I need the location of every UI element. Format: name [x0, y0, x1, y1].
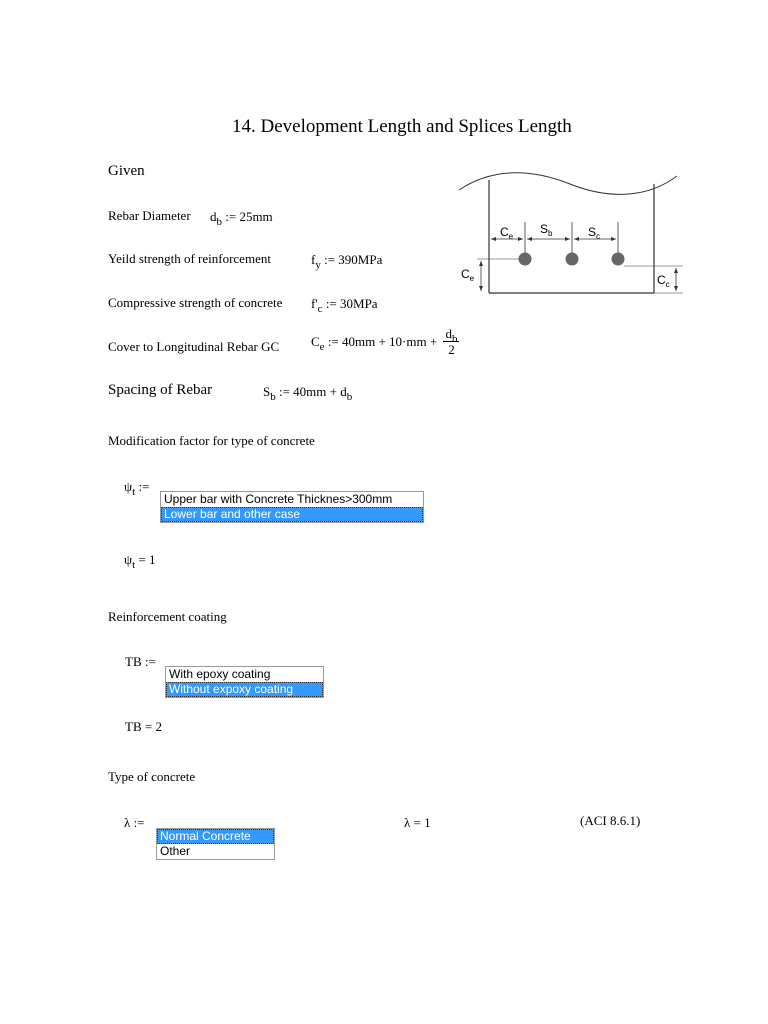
- compressive-strength-expression[interactable]: [311, 296, 378, 315]
- tb-assign: [125, 654, 156, 670]
- break-line: [459, 173, 677, 195]
- assign: :=: [141, 654, 156, 669]
- assign: :=: [135, 479, 150, 494]
- arrowhead: [527, 237, 532, 241]
- label-main: C: [657, 273, 666, 287]
- rebar-diameter-expression[interactable]: [210, 209, 273, 228]
- arrowhead: [565, 237, 570, 241]
- fraction-numerator: [443, 326, 459, 345]
- rebar-diameter-label: Rebar Diameter: [108, 208, 191, 223]
- symbol: d: [210, 209, 217, 224]
- rebar-circle: [519, 253, 532, 266]
- expression: := 40mm + 10·mm +: [324, 333, 441, 349]
- listbox-option-selected[interactable]: Lower bar and other case: [161, 507, 423, 522]
- label-cc-right: [657, 273, 670, 289]
- fraction: [443, 326, 459, 357]
- arrowhead: [491, 237, 496, 241]
- yield-strength-expression[interactable]: [311, 252, 383, 271]
- rebar-circle: [566, 253, 579, 266]
- arrowhead: [574, 237, 579, 241]
- symbol: TB: [125, 654, 142, 669]
- concrete-type-label: Type of concrete: [108, 769, 196, 784]
- arrowhead: [674, 286, 678, 291]
- lambda-assign: [124, 815, 145, 831]
- mod-factor-label: Modification factor for type of concrete: [108, 433, 315, 448]
- assign: :=: [130, 815, 145, 830]
- subscript: b: [216, 216, 222, 228]
- label-sub: c: [665, 280, 670, 289]
- subscript: t: [132, 559, 136, 571]
- expression: := 40mm + d: [275, 384, 347, 399]
- listbox-option-selected[interactable]: Normal Concrete: [157, 829, 274, 844]
- label-ce-top: [500, 225, 514, 241]
- psi-result: [124, 552, 156, 571]
- numerator-subscript: b: [451, 333, 458, 345]
- label-sub: e: [508, 232, 514, 241]
- label-main: C: [461, 267, 470, 281]
- coating-listbox[interactable]: [165, 666, 324, 698]
- label-main: S: [540, 222, 549, 236]
- symbol: C: [311, 333, 320, 349]
- subscript: b: [270, 391, 276, 403]
- given-heading: Given: [108, 163, 145, 179]
- cover-label: Cover to Longitudinal Rebar GC: [108, 339, 280, 354]
- spacing-label: Spacing of Rebar: [108, 382, 213, 398]
- expression: := 390MPa: [320, 252, 383, 267]
- label-main: C: [500, 225, 509, 239]
- compressive-strength-label: Compressive strength of concrete: [108, 295, 283, 310]
- expression: := 25mm: [222, 209, 273, 224]
- subscript: y: [315, 259, 321, 271]
- symbol: ψ: [124, 552, 133, 567]
- spacing-expression[interactable]: [263, 384, 353, 403]
- expression: := 30MPa: [322, 296, 378, 311]
- symbol: f: [311, 252, 316, 267]
- label-ce-left: [461, 267, 475, 283]
- arrowhead: [674, 268, 678, 273]
- arrowhead: [479, 261, 483, 266]
- label-main: S: [588, 225, 597, 239]
- mod-factor-listbox[interactable]: [160, 491, 424, 523]
- symbol-wrap: [311, 333, 441, 353]
- lambda-result: λ = 1: [404, 815, 431, 830]
- rebar-section-diagram: [455, 160, 685, 300]
- symbol: λ: [124, 815, 131, 830]
- label-sc: [588, 225, 600, 241]
- symbol: ψ: [124, 479, 133, 494]
- label-sub: b: [548, 229, 553, 238]
- listbox-option[interactable]: Other: [160, 844, 191, 858]
- coating-label: Reinforcement coating: [108, 609, 227, 624]
- cover-expression[interactable]: [311, 326, 459, 357]
- label-sub: c: [596, 232, 601, 241]
- tb-result: TB = 2: [125, 719, 162, 734]
- psi-assign: [124, 479, 150, 498]
- yield-strength-label: Yeild strength of reinforcement: [108, 251, 271, 266]
- arrowhead: [479, 286, 483, 291]
- numerator-symbol: d: [445, 326, 452, 341]
- page-title: 14. Development Length and Splices Length: [232, 116, 572, 137]
- concrete-type-listbox[interactable]: [156, 828, 275, 860]
- listbox-option[interactable]: With epoxy coating: [169, 667, 271, 681]
- arrowhead: [611, 237, 616, 241]
- subscript: t: [132, 486, 136, 498]
- subscript: c: [317, 303, 323, 315]
- label-sub: e: [469, 274, 475, 283]
- listbox-option-selected[interactable]: Without expoxy coating: [166, 682, 323, 697]
- symbol: S: [263, 384, 271, 399]
- fraction-denominator: 2: [448, 342, 455, 357]
- expression-subscript: b: [346, 391, 353, 403]
- listbox-option[interactable]: Upper bar with Concrete Thicknes>300mm: [164, 492, 393, 506]
- label-sb: [540, 222, 553, 238]
- arrowhead: [518, 237, 523, 241]
- symbol: f': [311, 296, 318, 311]
- rebar-circle: [612, 253, 625, 266]
- subscript: e: [319, 340, 325, 353]
- result: = 1: [135, 552, 156, 567]
- aci-reference: (ACI 8.6.1): [580, 813, 641, 828]
